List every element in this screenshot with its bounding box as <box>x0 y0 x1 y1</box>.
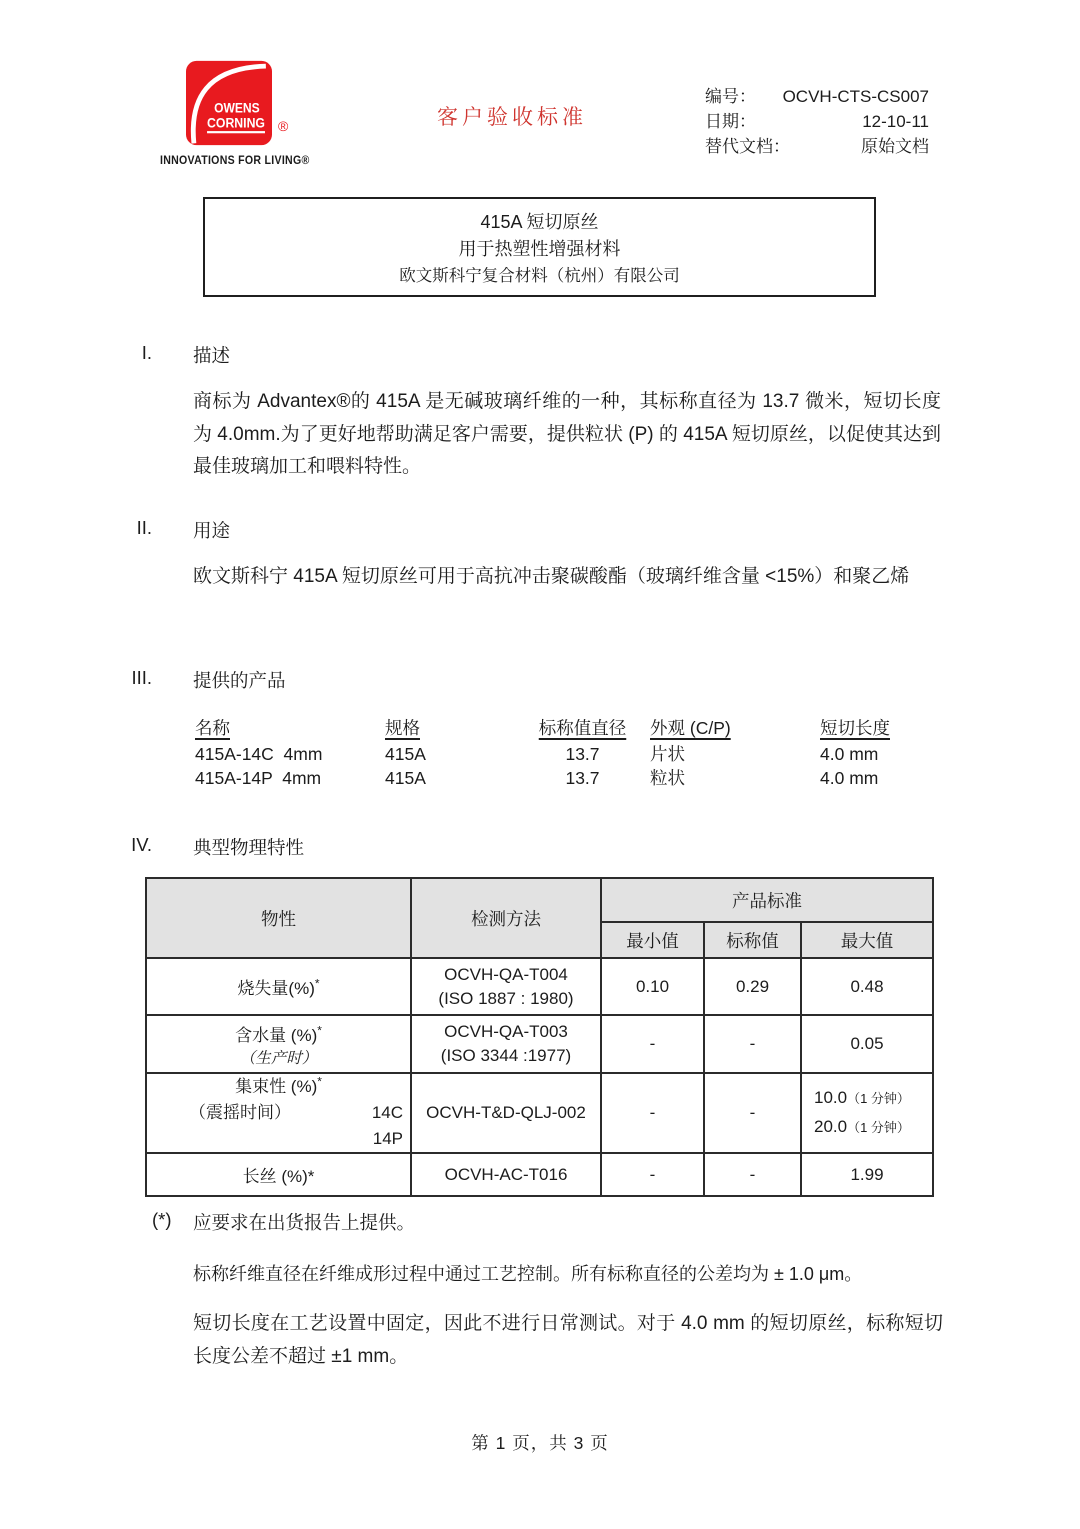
logo-block <box>160 60 320 167</box>
property-cell <box>146 958 411 1015</box>
method-cell <box>411 1015 601 1073</box>
max-value-14p: 20.0 <box>814 1117 848 1136</box>
col-header-nominal: 标称值 <box>704 922 801 958</box>
properties-table <box>145 877 934 1197</box>
table-row <box>146 1073 933 1153</box>
method-cell <box>411 958 601 1015</box>
property-label: 集束性 (%) <box>235 1077 318 1096</box>
products-table <box>195 716 930 790</box>
method-line1: OCVH-QA-T003 <box>444 1022 568 1041</box>
logo-underline <box>207 131 265 133</box>
footnote-marker: (*) <box>152 1209 172 1230</box>
property-label: 含水量 (%) <box>235 1025 318 1045</box>
table-row <box>146 1015 933 1073</box>
section2-paragraph: 欧文斯科宁 415A 短切原丝可用于高抗冲击聚碳酸酯（玻璃纤维含量 <15%）和聚乙烯 <box>193 566 910 587</box>
nominal-cell: 0.29 <box>704 958 801 1015</box>
page-number: 第 1 页，共 3 页 <box>471 1433 609 1453</box>
document-meta <box>705 84 929 159</box>
product-diameter: 13.7 <box>565 744 600 764</box>
max-cell: 0.05 <box>801 1015 933 1073</box>
table-row <box>195 766 930 790</box>
meta-row-number <box>705 84 929 109</box>
note-length-tolerance: 短切长度在工艺设置中固定，因此不进行日常测试。对于 4.0 mm 的短切原丝，标称短切长度公差不超过 ±1 mm。 <box>193 1313 943 1367</box>
logo-tagline: INNOVATIONS FOR LIVING® <box>160 155 310 167</box>
section1-heading: 描述 <box>193 345 231 366</box>
col-header-max: 最大值 <box>801 922 933 958</box>
col-header-diameter: 标称值直径 <box>538 718 627 738</box>
property-label: 烧失量(%) <box>237 979 315 998</box>
table-row <box>146 1153 933 1196</box>
property-cell <box>146 1073 411 1153</box>
property-cell <box>146 1015 411 1073</box>
min-cell: - <box>601 1153 704 1196</box>
logo-registered-mark: ® <box>278 118 289 134</box>
meta-value-number: OCVH-CTS-CS007 <box>782 87 929 106</box>
method-line1: OCVH-QA-T004 <box>444 964 568 984</box>
meta-row-date <box>705 109 929 134</box>
col-header-min: 最小值 <box>601 922 704 958</box>
product-title-line3: 欧文斯科宁复合材料（杭州）有限公司 <box>399 267 680 285</box>
product-diameter: 13.7 <box>565 768 600 788</box>
section1-paragraph: 商标为 Advantex®的 415A 是无碱玻璃纤维的一种，其标称直径为 13.7 微米，短切长度为 4.0mm.为了更好地帮助满足客户需要，提供粒状 (P) 的 415A 短切原丝，以促使其达到最佳玻璃加工和喂料特性。 <box>193 391 941 477</box>
col-header-method: 检测方法 <box>411 878 601 958</box>
min-cell: - <box>601 1073 704 1153</box>
product-appearance: 片状 <box>650 744 685 764</box>
table-row <box>195 742 930 766</box>
table-row <box>146 878 933 922</box>
products-table-header <box>195 716 930 740</box>
logo-word-owens: OWENS <box>214 99 260 116</box>
max-cell: 1.99 <box>801 1153 933 1196</box>
method-line2: (ISO 1887 : 1980) <box>438 988 574 1008</box>
nominal-cell: - <box>704 1153 801 1196</box>
product-title-line2: 用于热塑性增强材料 <box>458 239 621 259</box>
nominal-cell: - <box>704 1015 801 1073</box>
property-cell: 长丝 (%)* <box>146 1153 411 1196</box>
product-name: 415A-14C 4mm <box>195 744 323 764</box>
property-note: （震摇时间） <box>189 1103 291 1122</box>
product-length: 4.0 mm <box>820 768 879 788</box>
section4-heading: 典型物理特性 <box>193 837 305 858</box>
method-cell: OCVH-AC-T016 <box>411 1153 601 1196</box>
meta-row-supersedes <box>705 134 929 159</box>
section4-number: IV. <box>131 834 152 855</box>
min-cell: - <box>601 1015 704 1073</box>
section1-number: I. <box>141 342 152 363</box>
col-header-appearance: 外观 (C/P) <box>650 718 731 738</box>
section3-heading: 提供的产品 <box>193 670 286 691</box>
table-row <box>146 958 933 1015</box>
meta-label-supersedes: 替代文档： <box>705 137 790 156</box>
section3-number: III. <box>131 667 152 688</box>
logo-word-corning: CORNING <box>207 114 266 131</box>
col-header-length: 短切长度 <box>820 718 890 738</box>
meta-label-number: 编号： <box>705 87 756 106</box>
max-note-14c: （1 分钟） <box>847 1091 910 1106</box>
product-appearance: 粒状 <box>650 768 685 788</box>
product-title-line1: 415A 短切原丝 <box>480 212 599 232</box>
owens-corning-logo-icon <box>185 60 273 146</box>
nominal-cell: - <box>704 1073 801 1153</box>
meta-label-date: 日期： <box>705 112 756 131</box>
variant-14c: 14C <box>371 1103 403 1122</box>
note-diameter-tolerance: 标称纤维直径在纤维成形过程中通过工艺控制。所有标称直径的公差均为 ± 1.0 μm。 <box>193 1264 863 1284</box>
meta-value-date: 12-10-11 <box>862 112 929 131</box>
footnote-text: 应要求在出货报告上提供。 <box>193 1212 416 1233</box>
section2-heading: 用途 <box>193 520 231 541</box>
col-header-property: 物性 <box>146 878 411 958</box>
meta-value-supersedes: 原始文档 <box>861 137 929 156</box>
col-header-spec: 规格 <box>385 718 420 738</box>
max-cell: 0.48 <box>801 958 933 1015</box>
footnote-star-line <box>152 1209 415 1235</box>
product-length: 4.0 mm <box>820 744 879 764</box>
product-spec: 415A <box>385 744 426 764</box>
method-line1: OCVH-T&D-QLJ-002 <box>426 1103 586 1122</box>
product-name: 415A-14P 4mm <box>195 768 322 788</box>
col-header-standard: 产品标准 <box>601 878 933 922</box>
variant-14p: 14P <box>372 1129 403 1148</box>
method-cell <box>411 1073 601 1153</box>
method-line2: (ISO 3344 :1977) <box>440 1046 572 1065</box>
product-title-box <box>203 197 876 297</box>
section2-number: II. <box>136 517 152 538</box>
max-note-14p: （1 分钟） <box>847 1120 910 1135</box>
document-title: 客户验收标准 <box>437 106 587 129</box>
product-spec: 415A <box>385 768 426 788</box>
footnote-star: * <box>317 1074 322 1089</box>
footnote-star: * <box>317 1022 322 1037</box>
property-note: （生产时） <box>239 1049 318 1067</box>
max-cell <box>801 1073 933 1153</box>
footnote-star: * <box>314 976 320 991</box>
min-cell: 0.10 <box>601 958 704 1015</box>
col-header-name: 名称 <box>195 718 230 738</box>
max-value-14c: 10.0 <box>814 1088 848 1107</box>
